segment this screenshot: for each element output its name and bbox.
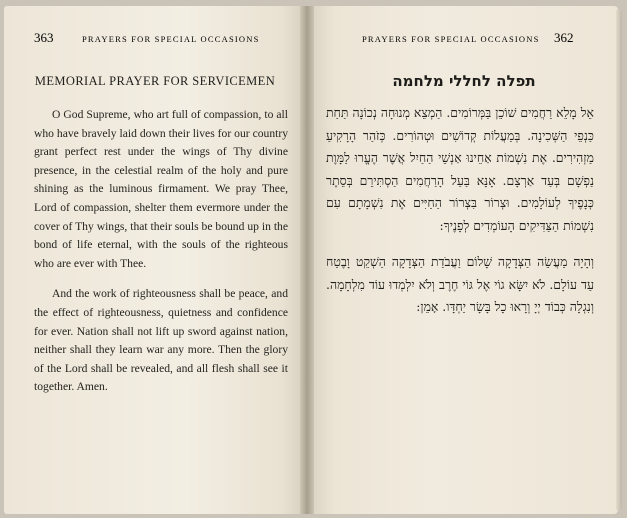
right-page-number: 362 — [554, 30, 574, 45]
left-page — [4, 6, 306, 514]
right-running-head: PRAYERS FOR SPECIAL OCCASIONS — [362, 34, 540, 44]
right-page — [310, 6, 618, 514]
english-prayer-title: MEMORIAL PRAYER FOR SERVICEMEN — [34, 74, 276, 88]
left-page-number: 363 — [34, 30, 54, 45]
hebrew-prayer-title: תפלה לחללי מלחמה — [392, 72, 536, 90]
english-paragraph-2: And the work of righteousness shall be peace, and the effect of righteousness, quietness and confidence for ever. Nation shall not lift up sword against nation, neither shall they learn war any more. Then the glory of the Lord shall be revealed, and all flesh shall see it together. Amen. — [34, 287, 288, 394]
english-paragraph-1: O God Supreme, who art full of compassion, to all who have bravely laid down their lives for our country grant perfect rest under the wings of Thy divine presence, in the celestial realm of the holy and pure shining as the luminous firmament. We pray Thee, Lord of compassion, shelter them evermore under the cover of Thy wings, that their souls be bound up in the bond of life eternal, with the souls of the righteous who are ever with Thee. — [34, 108, 288, 270]
page-edge — [616, 10, 622, 510]
english-prayer-body — [34, 106, 288, 397]
book-gutter — [300, 6, 314, 514]
left-running-head: PRAYERS FOR SPECIAL OCCASIONS — [82, 34, 260, 44]
hebrew-prayer-body — [326, 102, 594, 319]
hebrew-paragraph-1: אֵל מָלֵא רַחֲמִים שׁוֹכֵן בַּמְּרוֹמִים. הַמְצֵא מְנוּחָה נְכוֹנָה תַּחַת כַּנְפֵי הַשְּׁכִינָה. בְּמַעֲלוֹת קְדוֹשִׁים וּטְהוֹרִים. כְּזֹהַר הָרָקִיעַ מַזְהִירִים. אֶת נִשְׁמוֹת אַחֵינוּ אַנְשֵׁי הַחַיִל אֲשֶׁר הֶעֱרוּ לַמָּוֶת נַפְשָׁם בְּעַד אַרְצָם. אָנָּא בַּעַל הָרַחֲמִים הַסְתִּירֵם בְּסֵתֶר כְּנָפֶיךָ לְעוֹלָמִים. וּצְרוֹר בִּצְרוֹר הַחַיִּים אֶת נִשְׁמָתָם עִם נִשְׁמוֹת הַצַּדִּיקִים הָעוֹמְדִים לְפָנֶיךָ: — [326, 105, 594, 233]
hebrew-paragraph-2: וְהָיָה מַעֲשֵׂה הַצְּדָקָה שָׁלוֹם וַעֲבֹדַת הַצְּדָקָה הַשְׁקֵט וָבֶטַח עַד עוֹלָם. לֹא יִשָּׂא גוֹי אֶל גּוֹי חֶרֶב וְלֹא יִלְמְדוּ עוֹד מִלְחָמָה. וְנִגְלָה כְּבוֹד יְיָ וְרָאוּ כָל בָּשָׂר יַחְדָּו. אָמֵן: — [326, 254, 594, 314]
